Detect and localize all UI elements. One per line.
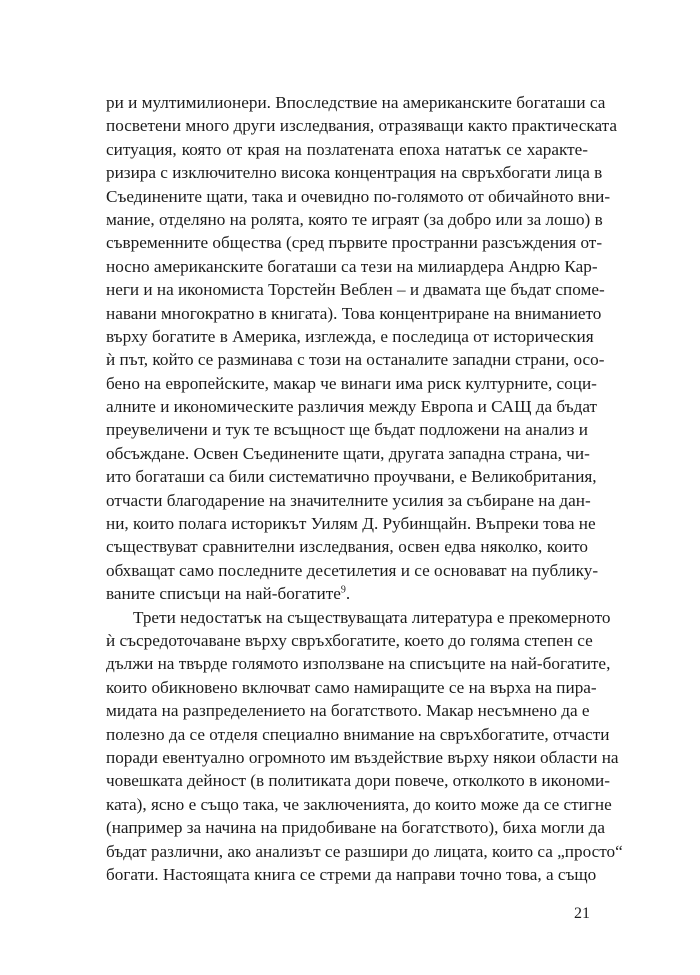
text-line: бъдат различни, ако анализът се разшири до лицата, които са „просто“ (106, 841, 623, 861)
text-line: поради евентуално огромното им въздействие върху някои области на (106, 747, 619, 767)
footnote-reference: 9 (340, 584, 346, 596)
text-line: ри и мултимилионери. Впоследствие на американските богаташи са (106, 93, 606, 112)
text-line: отчасти благодарение на значителните усилия за събиране на дан- (106, 490, 591, 510)
text-line: ито богаташи са били систематично проучвани, е Великобритания, (106, 467, 597, 487)
text-line: полезно да се отделя специално внимание на свръхбогатите, отчасти (106, 724, 610, 744)
body-text (106, 91, 623, 886)
text-line: носно американските богаташи са тези на милиардера Андрю Кар- (106, 256, 598, 276)
text-line: ѝ съсредоточаване върху свръхбогатите, което до голяма степен се (106, 630, 593, 650)
text-line-content: ваните списъци на най-богатите (106, 584, 341, 604)
text-line: мидата на разпределението на богатството. Макар несъмнено да е (106, 701, 590, 721)
text-line: съвременните общества (сред първите пространни разсъждения от- (106, 233, 603, 253)
text-line: ката), ясно е също така, че заключенията, до които може да се стигне (106, 794, 612, 814)
text-line: ризира с изключително висока концентрация на свръхбогати лица в (106, 163, 603, 183)
text-line: богати. Настоящата книга се стреми да направи точно това, а също (106, 864, 597, 884)
text-line-indented: Трети недостатък на съществуващата литература е прекомерното (133, 607, 611, 627)
text-line: посветени много други изследвания, отразяващи както практическата (106, 116, 617, 136)
text-line: обхващат само последните десетилетия и се основават на публику- (106, 560, 599, 580)
paragraph-2 (106, 606, 623, 887)
text-line: Съединените щати, така и очевидно по-голямото от обичайното вни- (106, 186, 611, 206)
text-line: върху богатите в Америка, изглежда, е последица от историческия (106, 326, 594, 346)
text-line: дължи на твърде голямото използване на списъците на най-богатите, (106, 654, 611, 674)
text-line: преувеличени и тук те всъщност ще бъдат подложени на анализ и (106, 420, 588, 440)
paragraph-1 (106, 91, 617, 606)
text-line: обсъждане. Освен Съединените щати, другата западна страна, чи- (106, 443, 590, 463)
sentence-end: . (345, 584, 351, 604)
text-line-last (106, 582, 588, 605)
text-line: ѝ път, който се разминава с този на останалите западни страни, осо- (106, 350, 605, 370)
text-line: ситуация, която от края на позлатената епоха нататък се характе- (106, 139, 588, 159)
text-line: навани многократно в книгата). Това концентриране на вниманието (106, 303, 602, 323)
page-number: 21 (574, 905, 590, 922)
text-line: ни, които полага историкът Уилям Д. Рубинщайн. Въпреки това не (106, 514, 596, 534)
text-line: човешката дейност (в политиката дори повече, отколкото в икономи- (106, 771, 610, 791)
text-line: бено на европейските, макар че винаги има риск културните, соци- (106, 373, 597, 393)
text-line: които обикновено включват само намиращите се на върха на пира- (106, 677, 597, 697)
text-line: съществуват сравнителни изследвания, освен едва няколко, които (106, 537, 588, 557)
text-line: алните и икономическите различия между Европа и САЩ да бъдат (106, 397, 598, 417)
text-line: неги и на икономиста Торстейн Веблен – и двамата ще бъдат споме- (106, 280, 605, 300)
text-line: (например за начина на придобиване на богатството), биха могли да (106, 818, 606, 838)
text-line: мание, отделяно на ролята, която те играят (за добро или за лошо) в (106, 209, 603, 229)
